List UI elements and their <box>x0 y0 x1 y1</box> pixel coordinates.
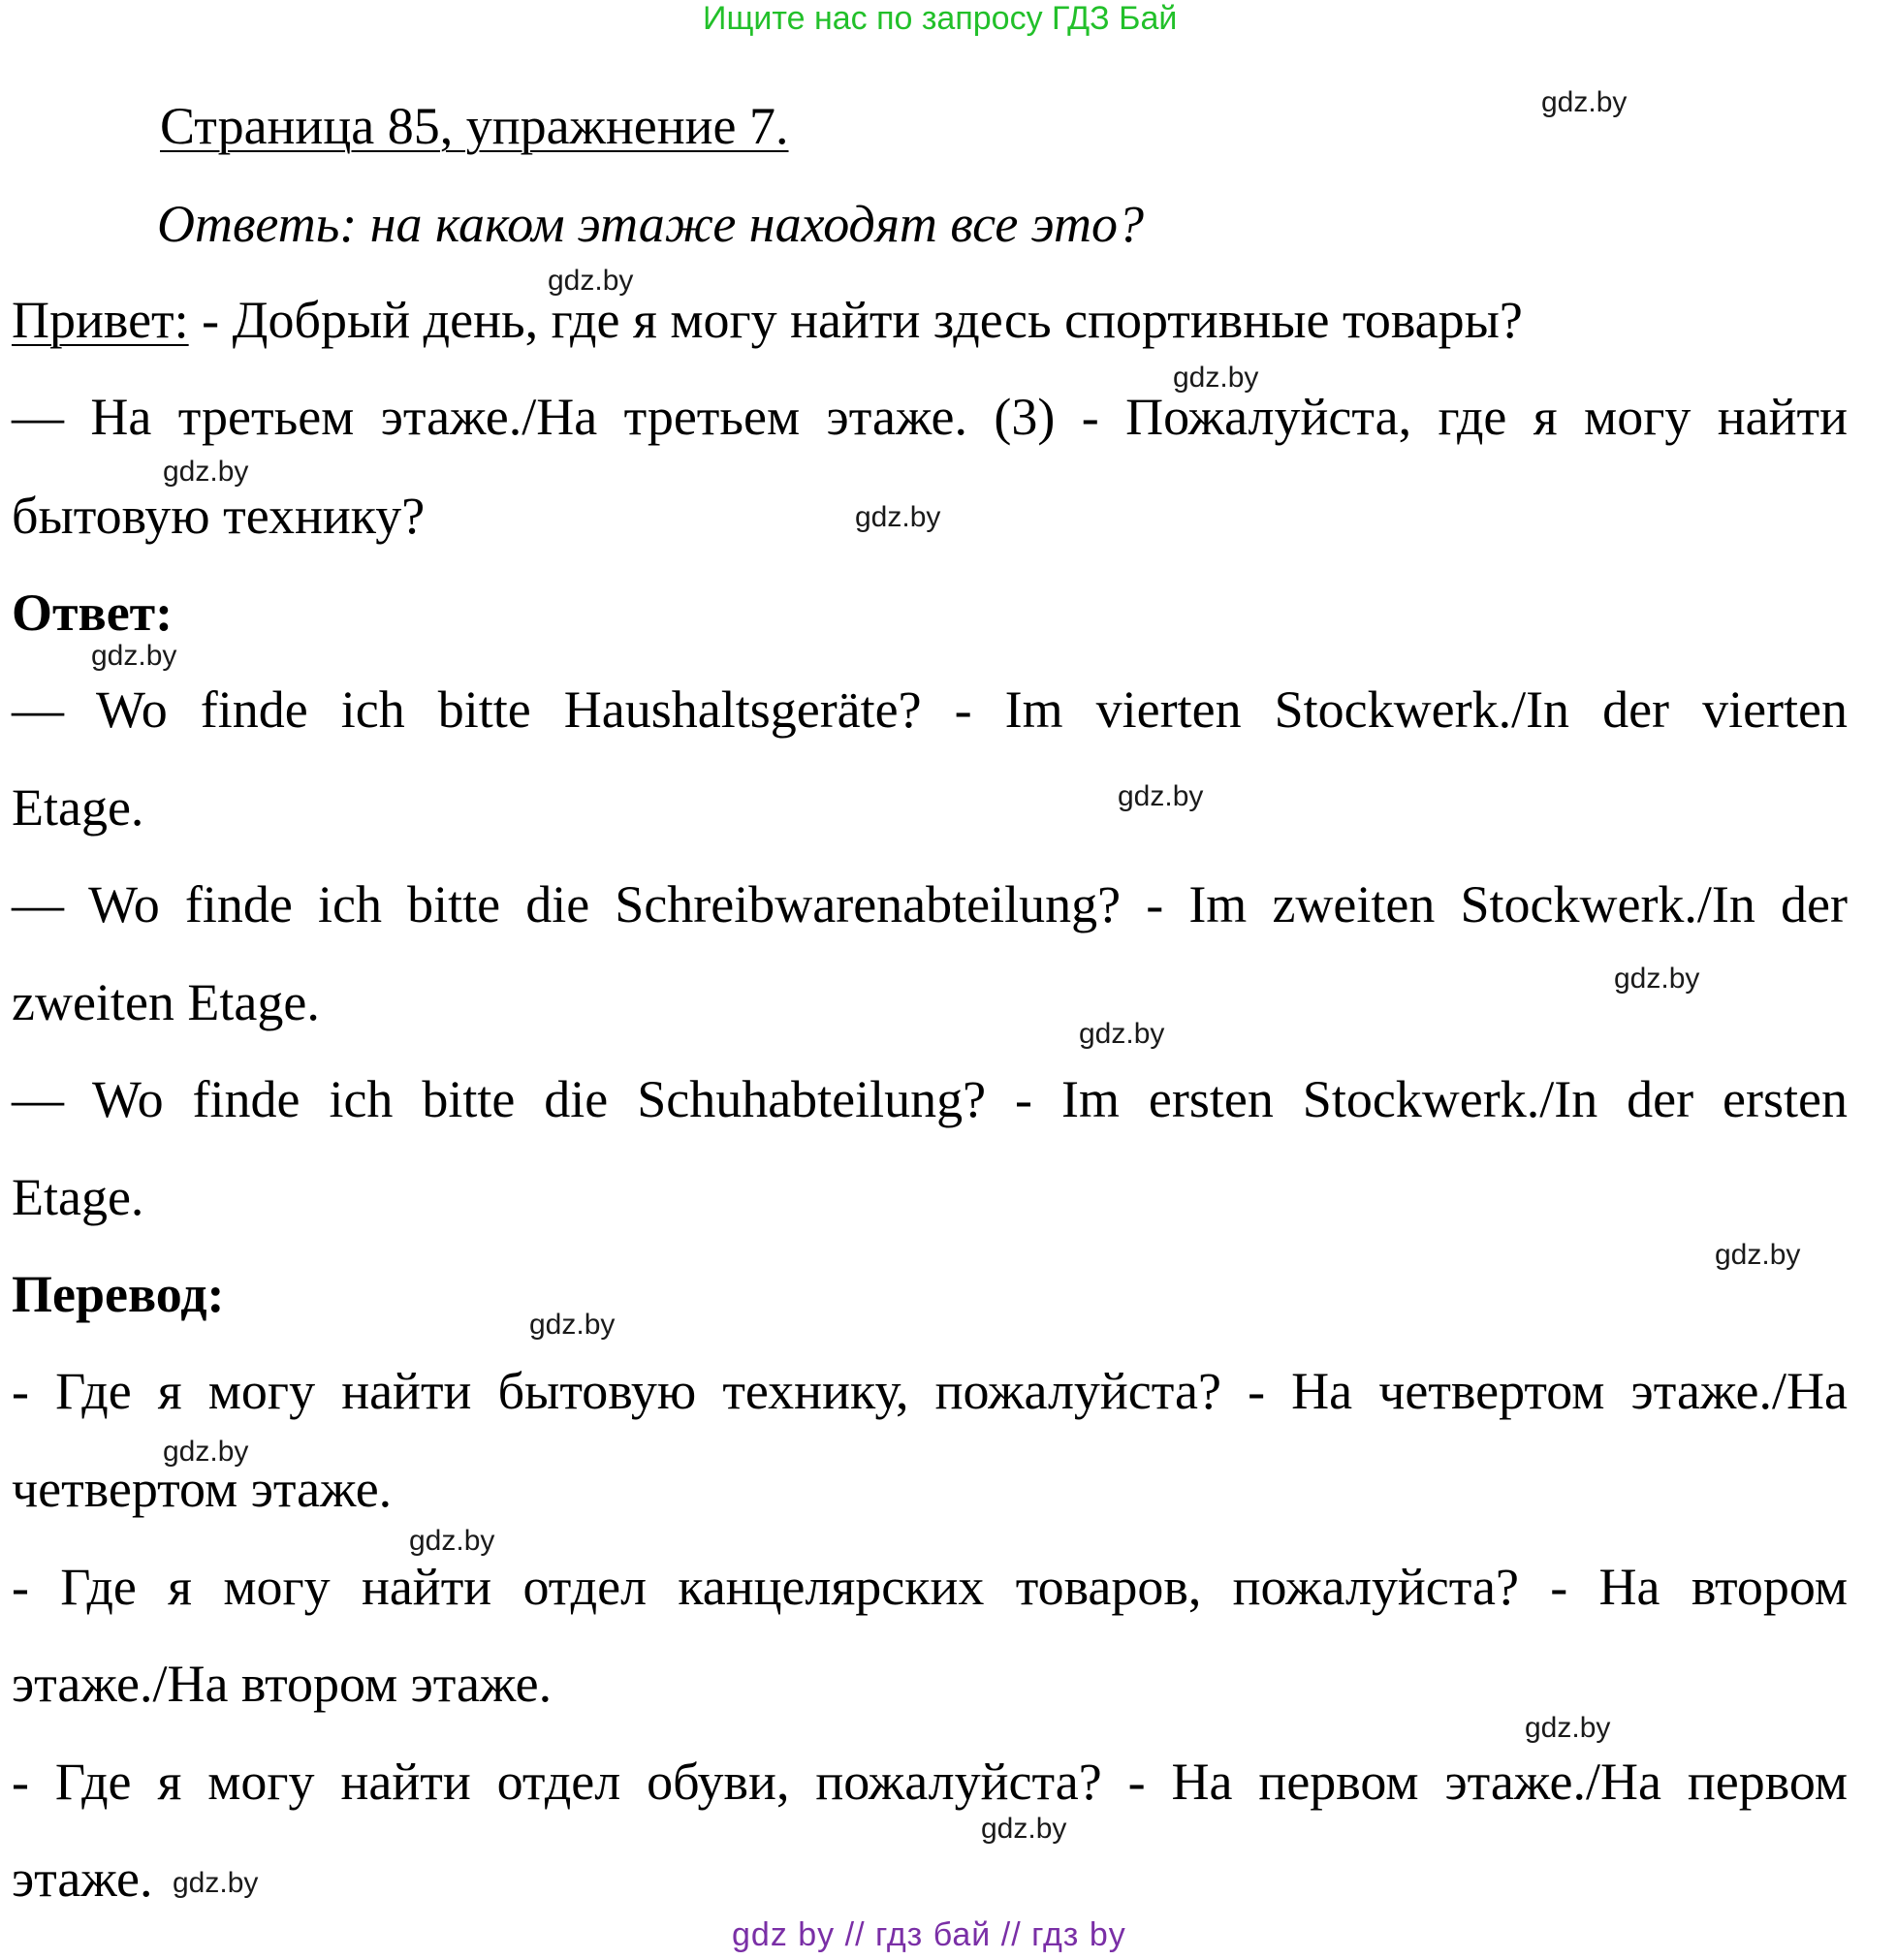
watermark: gdz.by <box>529 1309 616 1341</box>
translation-1-line-2: четвертом этаже. <box>12 1460 393 1518</box>
answer-1-line-2: Etage. <box>12 778 144 837</box>
translation-3-line-2: этаже. <box>12 1849 153 1908</box>
watermark: gdz.by <box>1173 362 1259 394</box>
watermark: gdz.by <box>855 501 941 533</box>
watermark: gdz.by <box>1614 963 1700 995</box>
translation-heading: Перевод: <box>12 1265 225 1323</box>
top-banner[interactable]: Ищите нас по запросу ГДЗ Бай <box>703 0 1178 37</box>
answer-1-line-1: — Wo finde ich bitte Haushaltsgeräte? - Im vierten Stockwerk./In der vierten <box>12 680 1848 739</box>
watermark: gdz.by <box>1079 1018 1165 1050</box>
intro-line-1-text: - Добрый день, где я могу найти здесь спортивные товары? <box>188 291 1523 349</box>
bottom-banner[interactable]: gdz by // гдз бай // гдз by <box>732 1916 1126 1953</box>
translation-2-line-2: этаже./На втором этаже. <box>12 1655 553 1713</box>
translation-1-line-1: - Где я могу найти бытовую технику, пожалуйста? - На четвертом этаже./На <box>12 1362 1848 1420</box>
watermark: gdz.by <box>1118 780 1204 812</box>
translation-3-line-1: - Где я могу найти отдел обуви, пожалуйста? - На первом этаже./На первом <box>12 1753 1848 1811</box>
answer-2-line-1: — Wo finde ich bitte die Schreibwarenabteilung? - Im zweiten Stockwerk./In der <box>12 875 1848 933</box>
watermark: gdz.by <box>1541 86 1628 118</box>
intro-line-2: — На третьем этаже./На третьем этаже. (3) - Пожалуйста, где я могу найти <box>12 388 1848 446</box>
watermark: gdz.by <box>409 1525 495 1557</box>
watermark: gdz.by <box>173 1867 259 1899</box>
page-title: Страница 85, упражнение 7. <box>160 97 789 155</box>
watermark: gdz.by <box>1525 1712 1611 1744</box>
intro-line-3: бытовую технику? <box>12 487 426 545</box>
watermark: gdz.by <box>981 1813 1067 1845</box>
answer-2-line-2: zweiten Etage. <box>12 973 320 1031</box>
answer-3-line-2: Etage. <box>12 1168 144 1226</box>
watermark: gdz.by <box>163 1436 249 1468</box>
task-question: Ответь: на каком этаже находят все это? <box>157 195 1144 253</box>
answer-3-line-1: — Wo finde ich bitte die Schuhabteilung? - Im ersten Stockwerk./In der ersten <box>12 1070 1848 1128</box>
translation-2-line-1: - Где я могу найти отдел канцелярских товаров, пожалуйста? - На втором <box>12 1558 1848 1616</box>
intro-line-1 <box>12 291 1523 349</box>
watermark: gdz.by <box>91 640 177 672</box>
watermark: gdz.by <box>1715 1239 1801 1271</box>
answer-heading: Ответ: <box>12 584 174 642</box>
watermark: gdz.by <box>548 265 634 297</box>
intro-label: Привет: <box>12 291 189 349</box>
watermark: gdz.by <box>163 456 249 488</box>
